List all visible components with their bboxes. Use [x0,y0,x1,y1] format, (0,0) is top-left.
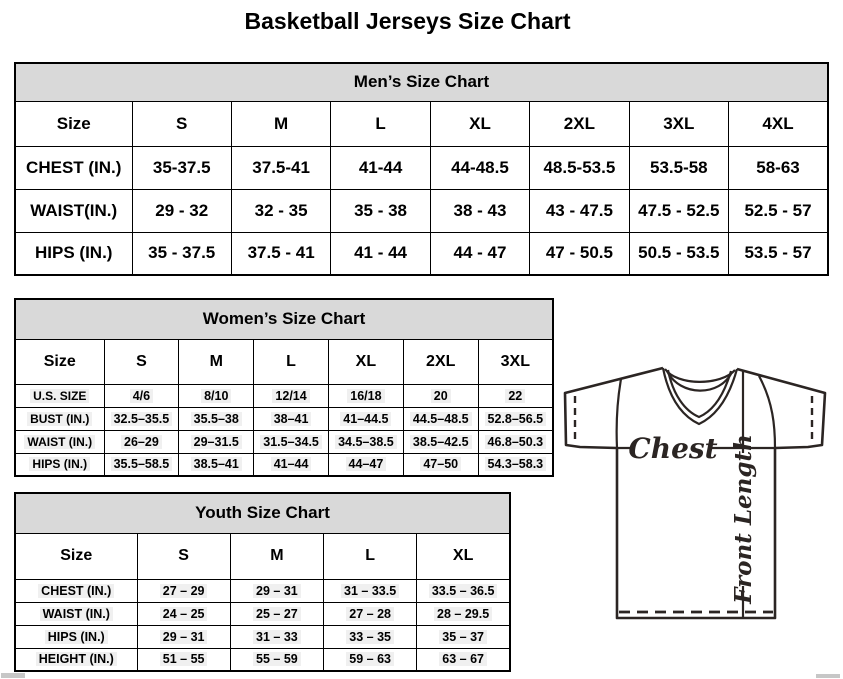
size-value-cell [137,579,230,602]
size-value: 35 – 37 [439,630,487,644]
table-title-row [15,299,553,339]
left-armhole-seam [617,379,621,448]
size-value-cell [629,146,728,189]
size-value-cell [137,602,230,625]
womens-size-table [14,298,554,477]
row-label-cell [15,407,104,430]
size-value-cell [430,232,529,275]
size-value: 41-44 [358,157,403,177]
column-header-cell [179,339,254,384]
table-row [15,384,553,407]
size-value-cell [331,189,430,232]
size-value-cell [403,453,478,476]
table-title-cell [15,63,828,101]
size-value: 35 - 37.5 [148,243,216,263]
column-header-label: M [274,113,289,133]
size-value-cell [132,232,231,275]
column-header-row [15,101,828,146]
size-value-cell [137,648,230,671]
row-label: CHEST (IN.) [38,584,114,598]
size-value-cell [254,384,329,407]
size-value-cell [231,146,330,189]
column-header-label: S [136,352,147,370]
size-value: 43 - 47.5 [545,200,613,220]
size-value-cell [403,407,478,430]
table-row [15,146,828,189]
size-value-cell [104,384,179,407]
front-length-label: Front Length [730,434,757,604]
column-header-cell [629,101,728,146]
size-value: 35-37.5 [152,157,211,177]
size-value-cell [104,430,179,453]
page-title: Basketball Jerseys Size Chart [244,8,571,34]
size-value: 26–29 [121,435,162,449]
size-value-cell [478,430,553,453]
table-row [15,189,828,232]
size-value-cell [179,407,254,430]
column-header-label: M [270,547,284,564]
table-row [15,407,553,430]
youth-size-table [14,492,511,672]
size-value: 44-48.5 [451,157,509,177]
column-header-label: Size [43,352,76,370]
size-value: 33.5 – 36.5 [429,584,498,598]
table-row [15,602,510,625]
row-label-cell [15,579,137,602]
column-header-cell [417,533,510,579]
size-value: 12/14 [272,389,309,403]
size-value-cell [328,384,403,407]
table-title-row [15,493,510,533]
row-label-cell [15,602,137,625]
size-value: 47 - 50.5 [545,243,613,263]
size-value-cell [254,453,329,476]
column-header-cell [403,339,478,384]
column-header-label: XL [469,113,491,133]
size-value: 46.8–50.3 [485,435,547,449]
size-value: 44 - 47 [453,243,507,263]
table-row [15,579,510,602]
size-value: 33 – 35 [346,630,394,644]
size-value-cell [629,189,728,232]
size-value-cell [104,407,179,430]
size-value-cell [230,602,323,625]
table-title: Men’s Size Chart [353,72,490,92]
column-header-cell [137,533,230,579]
row-label: WAIST(IN.) [30,200,118,220]
size-value: 22 [505,389,525,403]
column-header-label: S [176,113,188,133]
size-value-cell [132,189,231,232]
column-header-label: L [375,113,386,133]
size-value-cell [254,407,329,430]
column-header-label: L [286,352,296,370]
size-value: 34.5–38.5 [335,435,397,449]
table-row [15,648,510,671]
column-header-cell [15,101,132,146]
row-label-cell [15,189,132,232]
size-value-cell [231,232,330,275]
size-value: 32 - 35 [254,200,308,220]
size-value-cell [478,407,553,430]
column-header-row [15,533,510,579]
size-value: 41–44 [271,457,312,471]
size-value: 44–47 [346,457,387,471]
size-value-cell [179,430,254,453]
column-header-cell [331,101,430,146]
size-value-cell [417,602,510,625]
size-value-cell [403,384,478,407]
size-value: 35.5–38 [191,412,242,426]
size-value-cell [478,384,553,407]
size-value-cell [328,407,403,430]
size-value: 48.5-53.5 [543,157,616,177]
size-value: 52.5 - 57 [744,200,812,220]
row-label-cell [15,648,137,671]
column-header-label: XL [452,547,474,564]
table-row [15,625,510,648]
row-label-cell [15,453,104,476]
size-value-cell [417,625,510,648]
table-title-row [15,63,828,101]
size-value-cell [430,189,529,232]
size-value: 29 – 31 [160,630,208,644]
size-value-cell [430,146,529,189]
column-header-label: Size [56,113,91,133]
size-value-cell [132,146,231,189]
chest-label: Chest [628,432,718,465]
column-header-cell [478,339,553,384]
row-label: U.S. SIZE [30,389,89,403]
size-value: 59 – 63 [346,652,394,666]
size-value-cell [254,430,329,453]
scrollbar-fragment-left[interactable] [1,673,25,678]
row-label: HIPS (IN.) [35,243,113,263]
size-value: 29 - 32 [155,200,209,220]
column-header-cell [530,101,629,146]
row-label: BUST (IN.) [27,412,92,426]
size-value: 50.5 - 53.5 [638,243,720,263]
size-value-cell [324,602,417,625]
table-title: Youth Size Chart [195,503,330,523]
size-value-cell [629,232,728,275]
size-value: 41–44.5 [340,412,391,426]
column-header-label: 3XL [500,352,530,370]
row-label: CHEST (IN.) [26,157,122,177]
size-value-cell [530,146,629,189]
scrollbar-fragment-right[interactable] [816,674,840,678]
size-value: 53.5 - 57 [744,243,812,263]
size-value: 37.5-41 [252,157,310,177]
size-value: 27 – 28 [346,607,394,621]
size-value-cell [179,453,254,476]
row-label-cell [15,625,137,648]
size-value: 24 – 25 [160,607,208,621]
size-value: 25 – 27 [253,607,301,621]
table-row [15,453,553,476]
column-header-label: XL [355,352,377,370]
size-value: 44.5–48.5 [410,412,472,426]
size-value: 47.5 - 52.5 [638,200,720,220]
column-header-cell [15,533,137,579]
size-value-cell [324,625,417,648]
table-row [15,232,828,275]
size-value: 54.3–58.3 [485,457,547,471]
right-armhole-seam [759,376,775,448]
row-label-cell [15,430,104,453]
size-value: 4/6 [130,389,153,403]
column-header-label: 2XL [563,113,595,133]
size-value-cell [331,232,430,275]
size-value-cell [478,453,553,476]
size-value-cell [328,453,403,476]
size-value-cell [230,625,323,648]
size-value-cell [230,648,323,671]
size-value-cell [179,384,254,407]
size-value-cell [231,189,330,232]
row-label-cell [15,384,104,407]
size-value: 31 – 33.5 [341,584,399,598]
size-value-cell [403,430,478,453]
column-header-cell [324,533,417,579]
size-value: 27 – 29 [160,584,208,598]
size-value: 16/18 [347,389,384,403]
column-header-label: Size [60,547,93,564]
size-value-cell [324,579,417,602]
table-title-cell [15,299,553,339]
column-header-label: S [178,547,189,564]
size-value: 52.8–56.5 [485,412,547,426]
column-header-cell [104,339,179,384]
size-value-cell [328,430,403,453]
table-title-cell [15,493,510,533]
row-label: HEIGHT (IN.) [36,652,117,666]
column-header-cell [15,339,104,384]
column-header-cell [132,101,231,146]
size-value: 38–41 [271,412,312,426]
size-value-cell [729,189,828,232]
size-value: 37.5 - 41 [247,243,315,263]
row-label-cell [15,146,132,189]
size-value: 31.5–34.5 [260,435,322,449]
size-value: 41 - 44 [354,243,408,263]
mens-size-table [14,62,829,276]
size-value: 31 – 33 [253,630,301,644]
size-value: 38.5–42.5 [410,435,472,449]
size-value: 20 [431,389,451,403]
size-value-cell [729,232,828,275]
column-header-row [15,339,553,384]
size-value: 55 – 59 [253,652,301,666]
size-value-cell [417,648,510,671]
size-value: 38.5–41 [191,457,242,471]
column-header-cell [729,101,828,146]
table-row [15,430,553,453]
jersey-measurement-diagram [555,360,843,638]
size-value: 35.5–58.5 [111,457,173,471]
size-value-cell [331,146,430,189]
size-value: 63 – 67 [439,652,487,666]
size-value: 47–50 [420,457,461,471]
size-value: 29 – 31 [253,584,301,598]
column-header-label: 2XL [426,352,456,370]
size-value-cell [230,579,323,602]
size-value: 32.5–35.5 [111,412,173,426]
size-value: 38 - 43 [453,200,507,220]
size-value-cell [417,579,510,602]
size-value-cell [530,232,629,275]
column-header-cell [230,533,323,579]
size-value-cell [729,146,828,189]
column-header-label: L [365,547,376,564]
row-label: HIPS (IN.) [45,630,108,644]
row-label-cell [15,232,132,275]
size-value: 35 - 38 [354,200,408,220]
column-header-cell [430,101,529,146]
row-label: HIPS (IN.) [29,457,90,471]
size-value-cell [104,453,179,476]
row-label: WAIST (IN.) [24,435,95,449]
size-value-cell [324,648,417,671]
collar-back-arc-upper [665,369,735,382]
size-value: 58-63 [756,157,800,177]
size-value: 53.5-58 [649,157,708,177]
column-header-cell [328,339,403,384]
size-value-cell [137,625,230,648]
column-header-cell [231,101,330,146]
column-header-label: M [209,352,223,370]
size-value: 51 – 55 [160,652,208,666]
column-header-label: 3XL [663,113,695,133]
size-value: 29–31.5 [191,435,242,449]
row-label: WAIST (IN.) [40,607,113,621]
column-header-cell [254,339,329,384]
size-value: 8/10 [201,389,231,403]
table-title: Women’s Size Chart [202,309,366,329]
column-header-label: 4XL [762,113,794,133]
size-value: 28 – 29.5 [434,607,492,621]
size-value-cell [530,189,629,232]
